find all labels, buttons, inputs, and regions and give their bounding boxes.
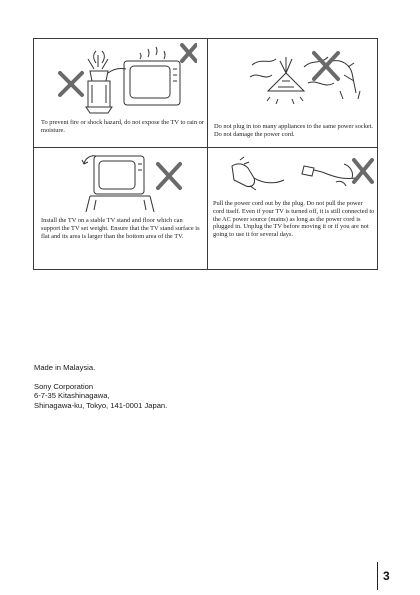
warning-cell-power-cord (208, 148, 379, 271)
address-line-1: 6-7-35 Kitashinagawa, (34, 391, 110, 401)
address-line-2: Shinagawa-ku, Tokyo, 141-0001 Japan. (34, 400, 168, 410)
prohibited-x-icon (314, 53, 338, 79)
prohibited-x-icon (158, 164, 180, 188)
warning-caption: Install the TV on a stable TV stand and floor which can support the TV set weight. Ensure that the TV stand surface is flat and its area is larger than the bottom area of the TV. (41, 217, 200, 240)
warning-cell-tv-stand (34, 148, 207, 271)
manufacturer-info (34, 363, 167, 410)
warning-caption: To prevent fire or shock hazard, do not expose the TV to rain or moisture. (41, 119, 204, 134)
overloaded-socket-icon (248, 47, 373, 113)
safety-warnings-grid (33, 38, 378, 270)
warning-caption: Do not plug in too many appliances to the same power socket. Do not damage the power cord. (214, 123, 374, 138)
warning-cell-moisture (34, 39, 207, 147)
made-in-text: Made in Malaysia. (34, 363, 96, 372)
prohibited-x-icon (354, 160, 372, 182)
warning-cell-power-socket (208, 39, 379, 147)
company-name: Sony Corporation (34, 381, 94, 391)
tipping-tv-stand-icon (76, 150, 186, 214)
warning-caption: Pull the power cord out by the plug. Do not pull the power cord itself. Even if your TV is turned off, it is still connected to the AC power source (mains) as long as the power cord is plugged in. Unplug the TV before moving it or if you are not going to use it for several days. (213, 200, 375, 239)
rain-on-tv-icon (52, 43, 197, 115)
pull-plug-icon (226, 156, 376, 194)
prohibited-x-icon (60, 45, 196, 95)
page-number: 3 (377, 562, 390, 590)
